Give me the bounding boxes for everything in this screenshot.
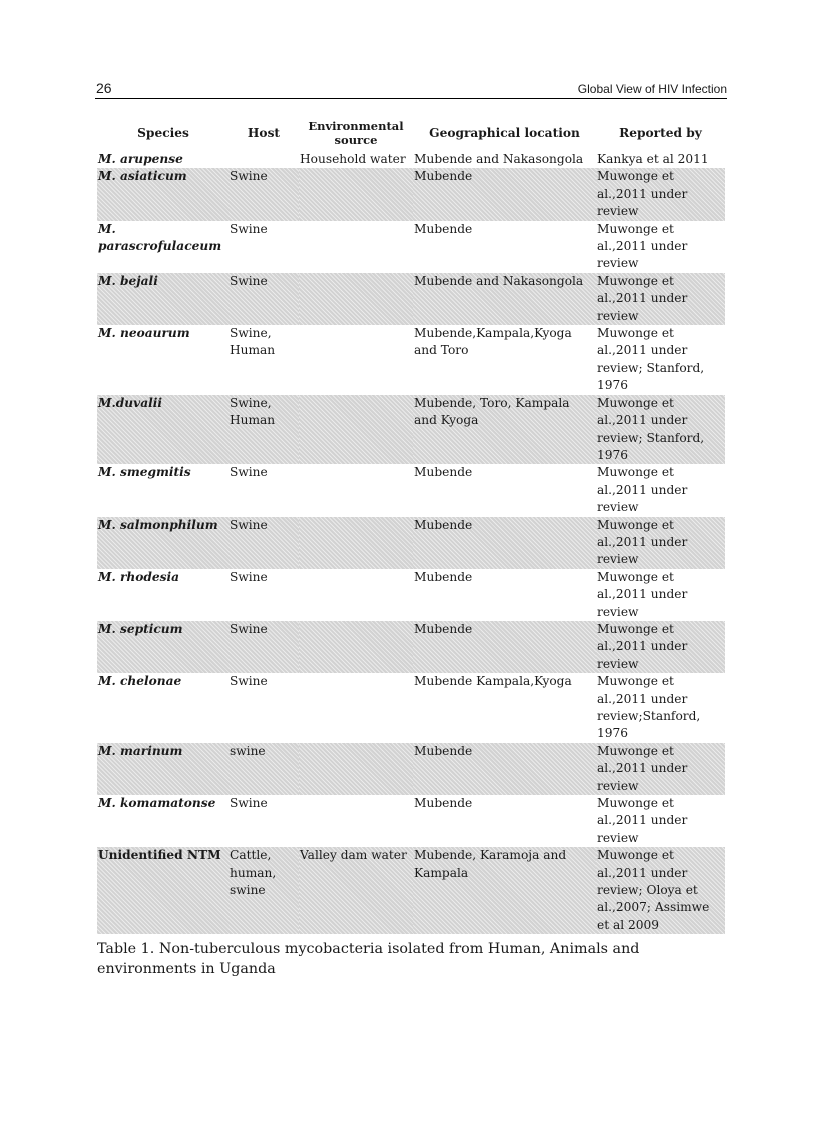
table-row xyxy=(97,464,725,516)
reported-by-cell: Kankya et al 2011 xyxy=(597,152,709,166)
environmental-source-cell: Valley dam water xyxy=(299,847,413,934)
geographical-location-cell: Mubende xyxy=(414,221,473,236)
species-cell: M. septicum xyxy=(97,621,229,673)
table-row xyxy=(97,221,725,273)
running-title: Global View of HIV Infection xyxy=(577,82,727,96)
table-caption: Table 1. Non-tuberculous mycobacteria isolated from Human, Animals and environments in Uganda xyxy=(97,941,640,977)
environmental-source-cell xyxy=(299,517,413,569)
environmental-source-cell xyxy=(299,464,413,516)
geographical-location-cell: Mubende xyxy=(413,621,596,673)
species-cell: M. marinum xyxy=(97,743,229,795)
table-row xyxy=(97,569,725,621)
host-cell: Swine, Human xyxy=(229,395,299,465)
table-row xyxy=(97,395,725,465)
geographical-location-cell: Mubende and Nakasongola xyxy=(414,152,584,166)
environmental-source-cell: Household water xyxy=(300,152,406,166)
geographical-location-cell: Mubende xyxy=(413,743,596,795)
table-header-row xyxy=(97,115,725,151)
environmental-source-cell xyxy=(299,743,413,795)
column-header-geographical-location: Geographical location xyxy=(429,126,580,140)
host-cell: Swine xyxy=(229,168,299,220)
host-cell: Swine xyxy=(229,621,299,673)
species-cell: M. asiaticum xyxy=(97,168,229,220)
ntm-table xyxy=(97,115,725,934)
host-cell: Swine xyxy=(229,273,299,325)
geographical-location-cell: Mubende xyxy=(414,569,473,584)
table-row xyxy=(97,517,725,569)
table-row xyxy=(97,795,725,847)
species-cell: M. arupense xyxy=(98,152,183,166)
environmental-source-cell xyxy=(299,569,413,621)
reported-by-cell: Muwonge et al.,2011 under review xyxy=(596,743,725,795)
table-row xyxy=(97,151,725,168)
environmental-source-cell xyxy=(299,795,413,847)
reported-by-cell: Muwonge et al.,2011 under review xyxy=(596,168,725,220)
geographical-location-cell: Mubende,Kampala,Kyoga and Toro xyxy=(414,326,572,358)
species-cell: M. parascrofulaceum xyxy=(98,221,222,254)
column-header-host: Host xyxy=(247,126,281,140)
reported-by-cell: Muwonge et al.,2011 under review xyxy=(596,273,725,325)
table-body xyxy=(97,151,725,934)
table-row xyxy=(97,273,725,325)
column-header-environmental-source: Environmental source xyxy=(308,119,404,147)
environmental-source-cell xyxy=(299,395,413,465)
environmental-source-cell xyxy=(299,325,413,395)
host-cell: Swine xyxy=(229,517,299,569)
table-row xyxy=(97,673,725,743)
species-cell: M. chelonae xyxy=(98,674,182,689)
geographical-location-cell: Mubende, Karamoja and Kampala xyxy=(413,847,596,934)
species-cell: M. salmonphilum xyxy=(97,517,229,569)
reported-by-cell: Muwonge et al.,2011 under review xyxy=(597,796,688,845)
environmental-source-cell xyxy=(299,273,413,325)
geographical-location-cell: Mubende xyxy=(414,796,473,811)
page-header xyxy=(95,80,727,99)
geographical-location-cell: Mubende Kampala,Kyoga xyxy=(414,674,572,689)
species-cell: M. bejali xyxy=(97,273,229,325)
geographical-location-cell: Mubende xyxy=(414,465,473,480)
environmental-source-cell xyxy=(299,168,413,220)
reported-by-cell: Muwonge et al.,2011 under review; Stanford, 1976 xyxy=(597,326,705,393)
species-cell: M.duvalii xyxy=(97,395,229,465)
species-cell: M. komamatonse xyxy=(98,796,216,811)
reported-by-cell: Muwonge et al.,2011 under review;Stanford, 1976 xyxy=(597,674,701,741)
host-cell: Swine, Human xyxy=(230,326,276,358)
geographical-location-cell: Mubende, Toro, Kampala and Kyoga xyxy=(413,395,596,465)
geographical-location-cell: Mubende xyxy=(413,517,596,569)
reported-by-cell: Muwonge et al.,2011 under review; Stanford, 1976 xyxy=(596,395,725,465)
host-cell: Swine xyxy=(230,674,268,689)
host-cell: Swine xyxy=(230,569,268,584)
reported-by-cell: Muwonge et al.,2011 under review xyxy=(596,621,725,673)
host-cell: swine xyxy=(229,743,299,795)
column-header-species: Species xyxy=(137,126,189,140)
species-cell: M. smegmitis xyxy=(98,465,191,480)
environmental-source-cell xyxy=(299,221,413,273)
host-cell: Swine xyxy=(230,221,268,236)
reported-by-cell: Muwonge et al.,2011 under review; Oloya et al.,2007; Assimwe et al 2009 xyxy=(596,847,725,934)
environmental-source-cell xyxy=(299,673,413,743)
host-cell: Swine xyxy=(230,465,268,480)
page-number: 26 xyxy=(96,80,112,96)
species-cell: Unidentified NTM xyxy=(97,847,229,934)
species-cell: M. rhodesia xyxy=(98,569,180,584)
column-header-reported-by: Reported by xyxy=(619,126,702,140)
host-cell xyxy=(229,151,299,168)
reported-by-cell: Muwonge et al.,2011 under review xyxy=(597,465,688,515)
host-cell: Swine xyxy=(230,796,268,811)
reported-by-cell: Muwonge et al.,2011 under review xyxy=(597,221,688,271)
host-cell: Cattle, human, swine xyxy=(229,847,299,934)
environmental-source-cell xyxy=(299,621,413,673)
table-row xyxy=(97,325,725,395)
geographical-location-cell: Mubende xyxy=(413,168,596,220)
reported-by-cell: Muwonge et al.,2011 under review xyxy=(596,517,725,569)
table-row xyxy=(97,847,725,934)
table-row xyxy=(97,743,725,795)
table-row xyxy=(97,621,725,673)
table-row xyxy=(97,168,725,220)
species-cell: M. neoaurum xyxy=(98,326,190,341)
geographical-location-cell: Mubende and Nakasongola xyxy=(413,273,596,325)
reported-by-cell: Muwonge et al.,2011 under review xyxy=(597,569,688,619)
